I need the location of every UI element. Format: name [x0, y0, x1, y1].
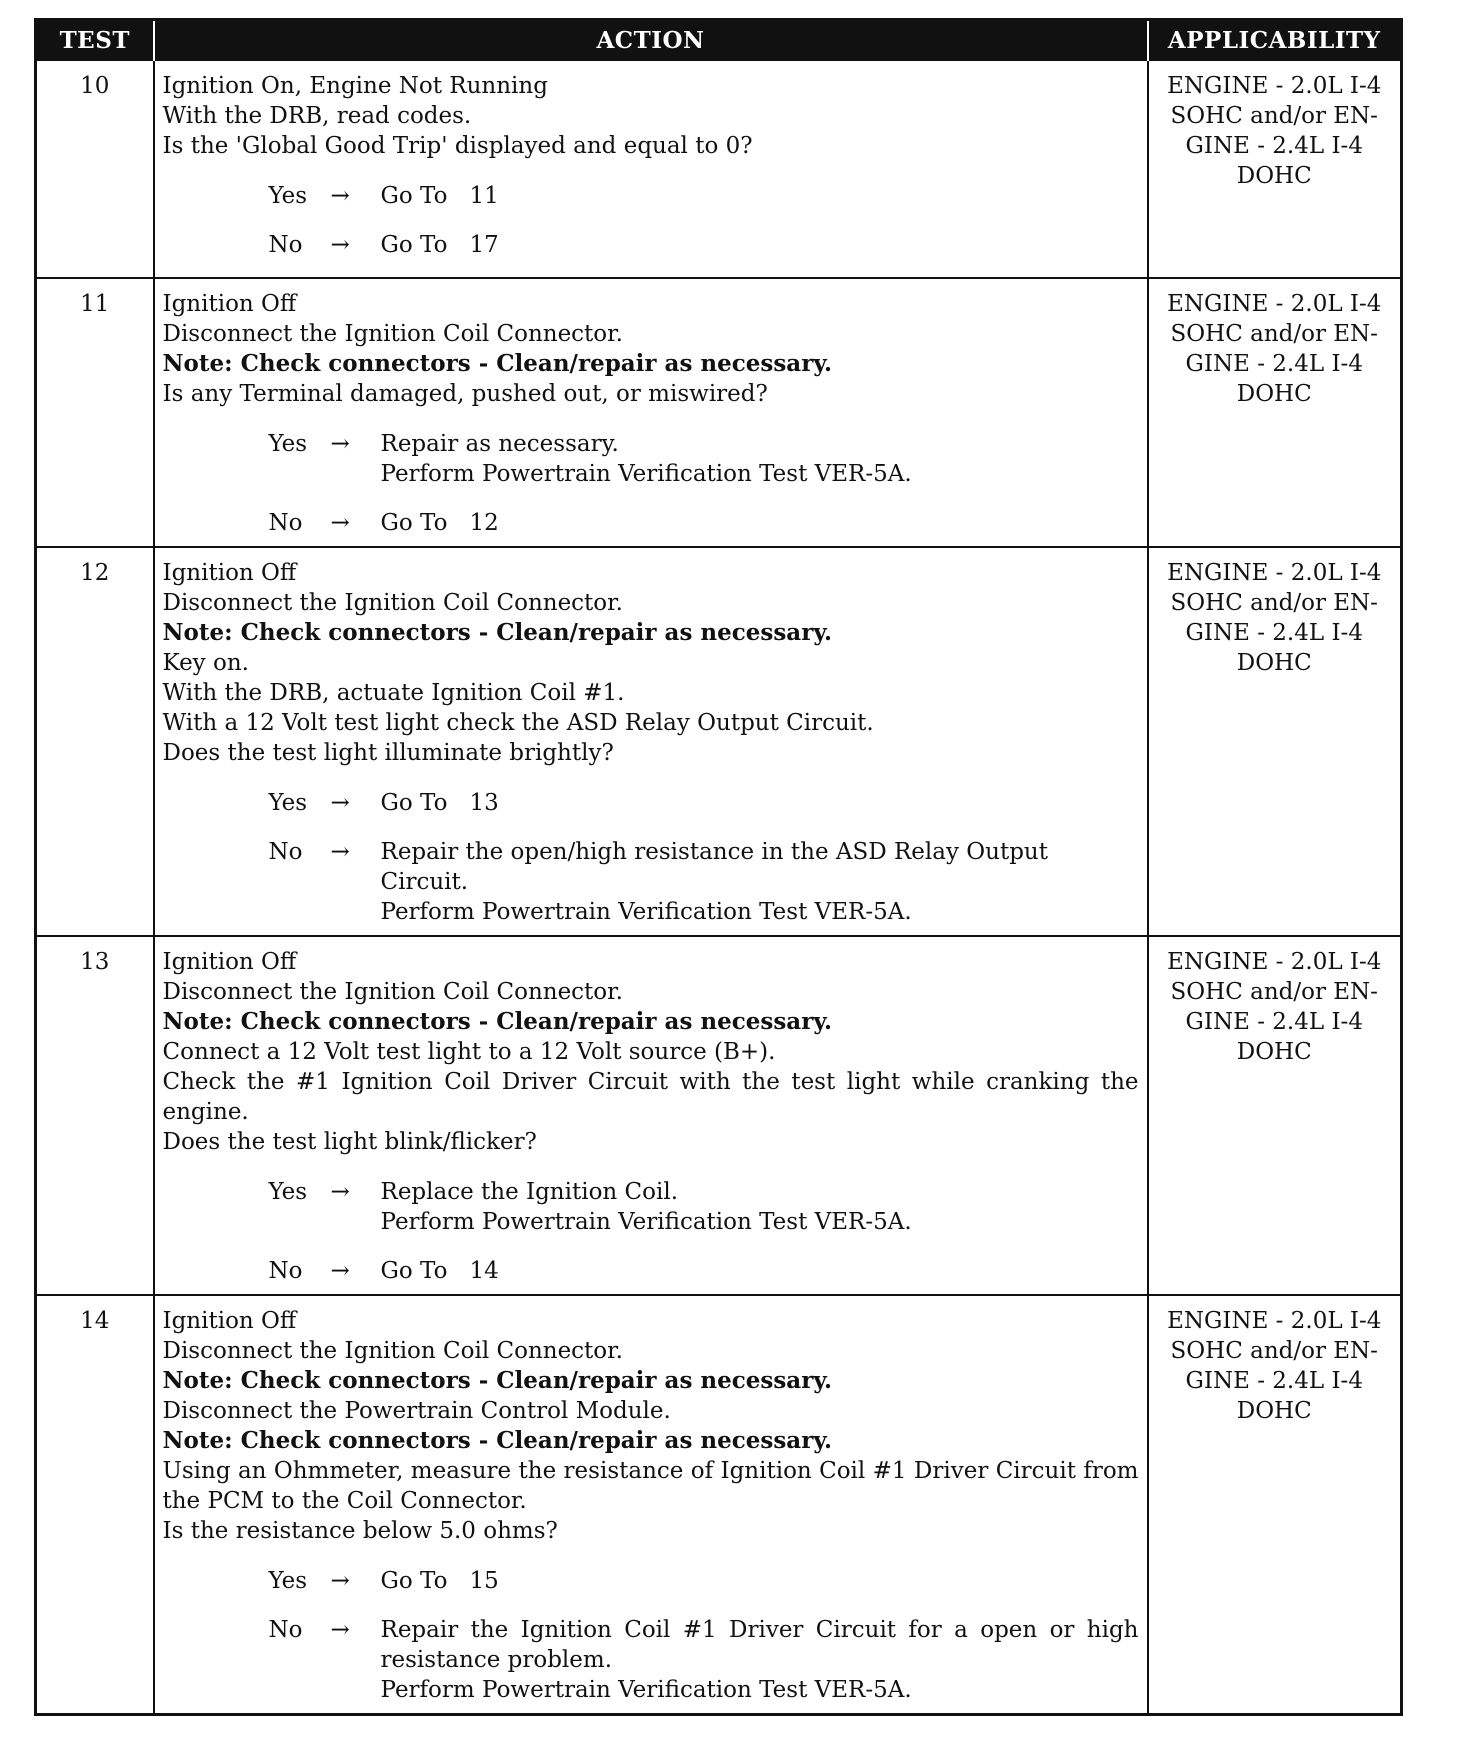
- applicability-cell: [1148, 60, 1402, 278]
- applicability-cell: [1148, 1295, 1402, 1715]
- goto-target: 14: [469, 1258, 499, 1284]
- results-block: [163, 1566, 1139, 1705]
- result-body: [381, 788, 1139, 818]
- applicability-line: SOHC and/or EN-: [1170, 1338, 1378, 1364]
- goto-line: [381, 788, 1139, 818]
- applicability-line: ENGINE - 2.0L I-4: [1167, 1308, 1382, 1334]
- table-body: [36, 60, 1402, 1715]
- column-header-action: ACTION: [154, 20, 1148, 61]
- right-arrow-icon: →: [330, 1617, 350, 1643]
- right-arrow-icon: →: [330, 1258, 350, 1284]
- applicability-line: GINE - 2.4L I-4: [1185, 620, 1363, 646]
- result-no: [163, 837, 1139, 927]
- applicability-line: SOHC and/or EN-: [1170, 321, 1378, 347]
- results-block: [163, 788, 1139, 927]
- action-line: Using an Ohmmeter, measure the resistance of Ignition Coil #1 Driver Circuit from the PCM to the Coil Connector.: [162, 1458, 1139, 1514]
- applicability-line: DOHC: [1236, 650, 1312, 676]
- test-number: 12: [36, 547, 154, 936]
- goto-line: [381, 1566, 1139, 1596]
- table-row: [36, 278, 1402, 547]
- action-line: With the DRB, read codes.: [162, 103, 472, 129]
- result-body: [381, 1566, 1139, 1596]
- note-line: Note: Check connectors - Clean/repair as necessary.: [162, 1427, 833, 1454]
- result-yes: [163, 181, 1139, 211]
- action-line: With a 12 Volt test light check the ASD Relay Output Circuit.: [162, 710, 874, 736]
- applicability-line: GINE - 2.4L I-4: [1185, 351, 1363, 377]
- result-label: Yes: [268, 1568, 308, 1594]
- applicability-line: DOHC: [1236, 163, 1312, 189]
- action-line: Disconnect the Ignition Coil Connector.: [162, 321, 623, 347]
- result-text: Replace the Ignition Coil.: [380, 1179, 679, 1205]
- goto-target: 17: [469, 232, 499, 258]
- action-line: Does the test light blink/flicker?: [162, 1129, 537, 1155]
- action-line: Ignition On, Engine Not Running: [162, 73, 548, 99]
- goto-target: 13: [469, 790, 499, 816]
- action-line: Is any Terminal damaged, pushed out, or miswired?: [162, 381, 768, 407]
- result-text: Perform Powertrain Verification Test VER-5A.: [380, 1209, 912, 1235]
- applicability-line: SOHC and/or EN-: [1170, 590, 1378, 616]
- action-line: Ignition Off: [162, 560, 297, 586]
- right-arrow-icon: →: [330, 1568, 350, 1594]
- results-block: [163, 181, 1139, 260]
- result-text: Perform Powertrain Verification Test VER-5A.: [380, 899, 912, 925]
- goto-label: Go To: [380, 1258, 448, 1284]
- action-cell: [154, 547, 1148, 936]
- result-label: Yes: [268, 1179, 308, 1205]
- result-body: [381, 429, 1139, 489]
- action-line: Does the test light illuminate brightly?: [162, 740, 614, 766]
- result-yes: [163, 1566, 1139, 1596]
- applicability-line: GINE - 2.4L I-4: [1185, 1368, 1363, 1394]
- test-number: 10: [36, 60, 154, 278]
- note-line: Note: Check connectors - Clean/repair as necessary.: [162, 350, 833, 377]
- result-body: [381, 1177, 1139, 1237]
- table-row: [36, 60, 1402, 278]
- action-line: Is the 'Global Good Trip' displayed and equal to 0?: [162, 133, 753, 159]
- result-no: [163, 1615, 1139, 1705]
- action-line: Disconnect the Ignition Coil Connector.: [162, 979, 623, 1005]
- goto-target: 11: [469, 183, 499, 209]
- applicability-line: DOHC: [1236, 1398, 1312, 1424]
- table-row: [36, 547, 1402, 936]
- result-label: No: [268, 232, 303, 258]
- right-arrow-icon: →: [330, 1179, 350, 1205]
- action-cell: [154, 936, 1148, 1295]
- action-cell: [154, 60, 1148, 278]
- action-line: Is the resistance below 5.0 ohms?: [162, 1518, 558, 1544]
- applicability-cell: [1148, 547, 1402, 936]
- test-number: 11: [36, 278, 154, 547]
- result-label: No: [268, 1617, 303, 1643]
- result-yes: [163, 788, 1139, 818]
- applicability-line: ENGINE - 2.0L I-4: [1167, 291, 1382, 317]
- right-arrow-icon: →: [330, 510, 350, 536]
- result-label: No: [268, 510, 303, 536]
- action-line: Connect a 12 Volt test light to a 12 Volt source (B+).: [162, 1039, 776, 1065]
- test-number: 13: [36, 936, 154, 1295]
- right-arrow-icon: →: [330, 431, 350, 457]
- applicability-line: SOHC and/or EN-: [1170, 103, 1378, 129]
- right-arrow-icon: →: [330, 839, 350, 865]
- goto-label: Go To: [380, 1568, 448, 1594]
- result-yes: [163, 1177, 1139, 1237]
- table-row: [36, 936, 1402, 1295]
- result-body: [381, 230, 1139, 260]
- goto-label: Go To: [380, 232, 448, 258]
- action-cell: [154, 278, 1148, 547]
- right-arrow-icon: →: [330, 232, 350, 258]
- right-arrow-icon: →: [330, 183, 350, 209]
- result-no: [163, 508, 1139, 538]
- goto-line: [381, 181, 1139, 211]
- applicability-cell: [1148, 936, 1402, 1295]
- applicability-line: ENGINE - 2.0L I-4: [1167, 73, 1382, 99]
- goto-label: Go To: [380, 510, 448, 536]
- results-block: [163, 429, 1139, 538]
- result-text: Repair the Ignition Coil #1 Driver Circuit for a open or high resistance problem.: [380, 1617, 1139, 1673]
- result-label: No: [268, 839, 303, 865]
- goto-line: [381, 1256, 1139, 1286]
- table-header: [36, 20, 1402, 61]
- action-line: Ignition Off: [162, 1308, 297, 1334]
- results-block: [163, 1177, 1139, 1286]
- applicability-line: ENGINE - 2.0L I-4: [1167, 560, 1382, 586]
- action-line: Ignition Off: [162, 291, 297, 317]
- action-cell: [154, 1295, 1148, 1715]
- action-line: With the DRB, actuate Ignition Coil #1.: [162, 680, 625, 706]
- applicability-line: DOHC: [1236, 381, 1312, 407]
- result-body: [381, 837, 1139, 927]
- applicability-cell: [1148, 278, 1402, 547]
- result-label: Yes: [268, 431, 308, 457]
- note-line: Note: Check connectors - Clean/repair as necessary.: [162, 619, 833, 646]
- diagnostic-test-table: [34, 18, 1403, 1716]
- applicability-line: SOHC and/or EN-: [1170, 979, 1378, 1005]
- goto-label: Go To: [380, 183, 448, 209]
- result-body: [381, 1256, 1139, 1286]
- result-body: [381, 508, 1139, 538]
- goto-target: 15: [469, 1568, 499, 1594]
- action-line: Check the #1 Ignition Coil Driver Circuit with the test light while cranking the engine.: [162, 1069, 1139, 1125]
- action-line: Ignition Off: [162, 949, 297, 975]
- action-line: Disconnect the Ignition Coil Connector.: [162, 1338, 623, 1364]
- goto-label: Go To: [380, 790, 448, 816]
- applicability-line: GINE - 2.4L I-4: [1185, 133, 1363, 159]
- right-arrow-icon: →: [330, 790, 350, 816]
- column-header-test: TEST: [36, 20, 154, 61]
- result-text: Repair the open/high resistance in the ASD Relay Output Circuit.: [380, 839, 1048, 895]
- action-line: Key on.: [162, 650, 249, 676]
- result-text: Perform Powertrain Verification Test VER-5A.: [380, 1677, 912, 1703]
- result-text: Repair as necessary.: [380, 431, 619, 457]
- note-line: Note: Check connectors - Clean/repair as necessary.: [162, 1367, 833, 1394]
- note-line: Note: Check connectors - Clean/repair as necessary.: [162, 1008, 833, 1035]
- result-body: [381, 181, 1139, 211]
- action-line: Disconnect the Ignition Coil Connector.: [162, 590, 623, 616]
- applicability-line: DOHC: [1236, 1039, 1312, 1065]
- test-number: 14: [36, 1295, 154, 1715]
- applicability-line: GINE - 2.4L I-4: [1185, 1009, 1363, 1035]
- header-row: [36, 20, 1402, 61]
- result-text: Perform Powertrain Verification Test VER-5A.: [380, 461, 912, 487]
- goto-target: 12: [469, 510, 499, 536]
- applicability-line: ENGINE - 2.0L I-4: [1167, 949, 1382, 975]
- result-label: Yes: [268, 183, 308, 209]
- result-yes: [163, 429, 1139, 489]
- result-no: [163, 1256, 1139, 1286]
- table-row: [36, 1295, 1402, 1715]
- column-header-applicability: APPLICABILITY: [1148, 20, 1402, 61]
- result-no: [163, 230, 1139, 260]
- result-body: [381, 1615, 1139, 1705]
- goto-line: [381, 508, 1139, 538]
- result-label: Yes: [268, 790, 308, 816]
- goto-line: [381, 230, 1139, 260]
- action-line: Disconnect the Powertrain Control Module.: [162, 1398, 671, 1424]
- result-label: No: [268, 1258, 303, 1284]
